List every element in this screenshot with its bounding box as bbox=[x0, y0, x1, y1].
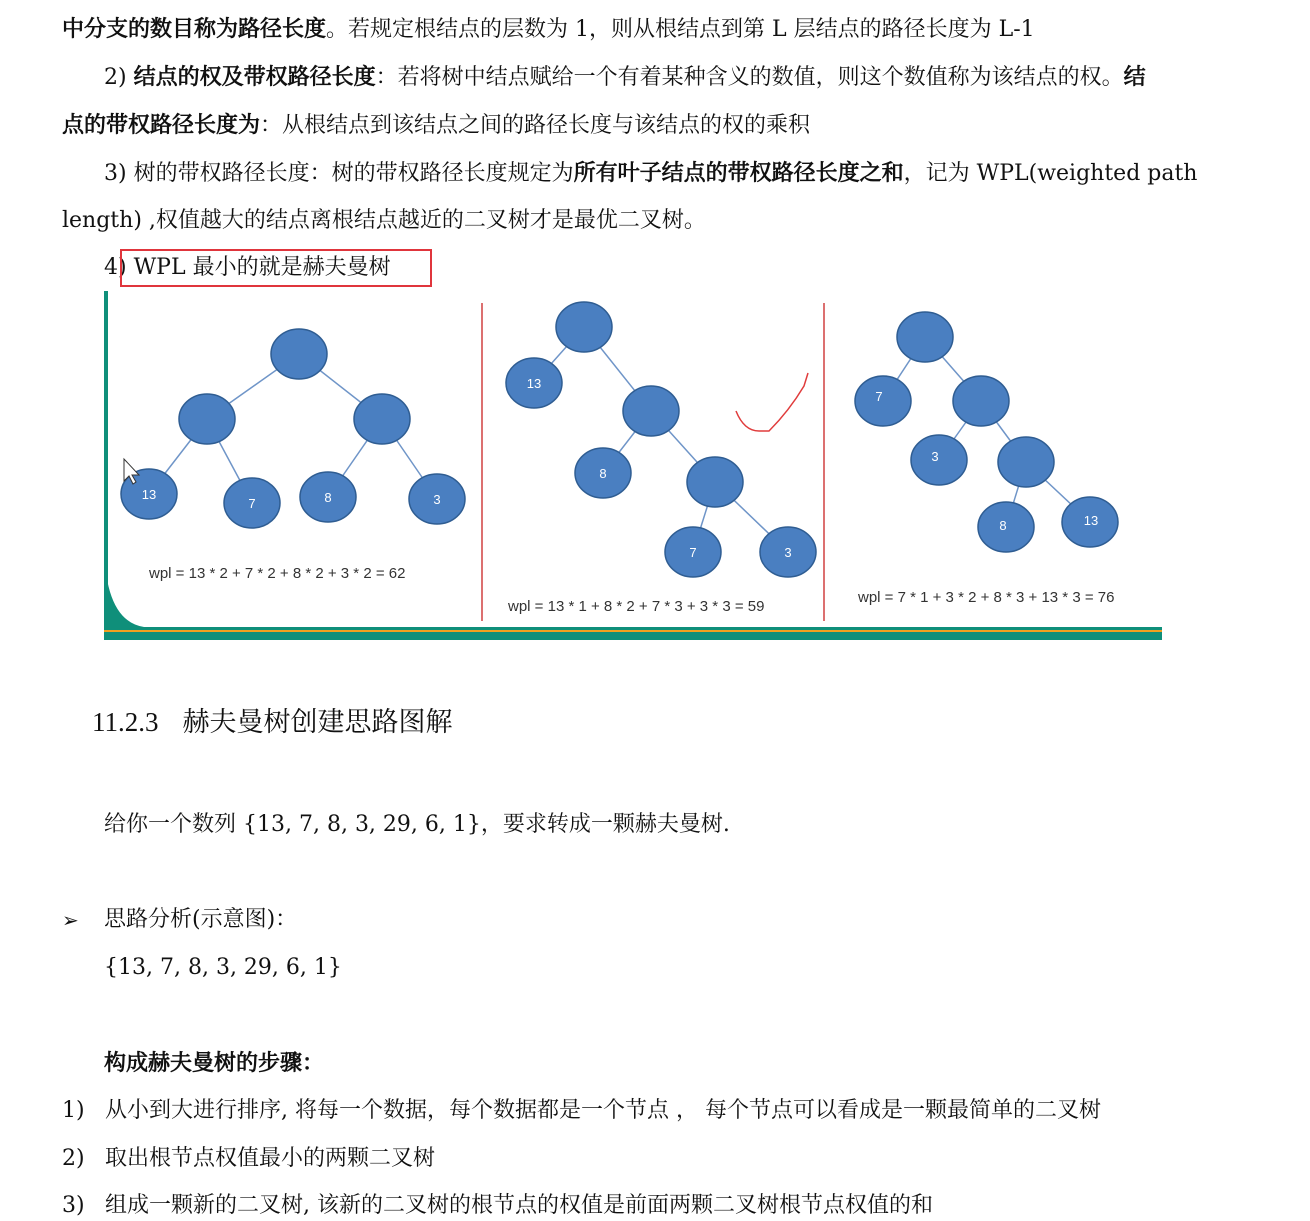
hand-drawn-mark bbox=[736, 373, 808, 431]
node-label: 8 bbox=[324, 490, 332, 505]
node-label: 7 bbox=[875, 389, 883, 404]
step-text: 取出根节点权值最小的两颗二叉树 bbox=[105, 1146, 436, 1171]
bold-term: 结 bbox=[1123, 64, 1146, 90]
node-label: 7 bbox=[248, 496, 256, 511]
steps-title-text: 构成赫夫曼树的步骤： bbox=[104, 1050, 325, 1076]
highlight-box bbox=[120, 249, 432, 287]
tree-node bbox=[556, 302, 612, 352]
sequence-text: {13, 7, 8, 3, 29, 6, 1} bbox=[104, 955, 342, 980]
paragraph-text: 4) WPL 最小的就是赫夫曼树 bbox=[104, 255, 391, 280]
node-label: 13 bbox=[526, 376, 542, 391]
paragraph-wpl-line2 bbox=[62, 206, 706, 236]
tree-node bbox=[855, 376, 911, 426]
corner-decoration bbox=[104, 541, 144, 627]
wpl-formula-1: wpl = 13 * 2 + 7 * 2 + 8 * 2 + 3 * 2 = 62 bbox=[149, 565, 406, 582]
tree-node bbox=[998, 437, 1054, 487]
steps-title bbox=[104, 1048, 324, 1078]
node-label: 8 bbox=[599, 466, 607, 481]
tree-node bbox=[953, 376, 1009, 426]
intro-text: 给你一个数列 {13, 7, 8, 3, 29, 6, 1}，要求转成一颗赫夫曼树. bbox=[104, 812, 730, 837]
node-label: 13 bbox=[141, 487, 157, 502]
tree1-nodes bbox=[121, 329, 465, 528]
node-label: 8 bbox=[999, 518, 1007, 533]
step-number: 1) bbox=[62, 1098, 85, 1123]
tree-node bbox=[271, 329, 327, 379]
step-text: 从小到大进行排序, 将每一个数据，每个数据都是一个节点 ， 每个节点可以看成是一颗最简单的二叉树 bbox=[105, 1098, 1101, 1123]
analysis-sequence bbox=[104, 953, 342, 983]
wpl-comparison-figure bbox=[104, 291, 1162, 640]
list-number: 2) bbox=[104, 65, 134, 90]
node-label: 7 bbox=[689, 545, 697, 560]
bold-term: 结点的权及带权路径长度 bbox=[133, 64, 376, 90]
paragraph-text: length) ,权值越大的结点离根结点越近的二叉树才是最优二叉树。 bbox=[62, 208, 706, 233]
paragraph-text: ：从根结点到该结点之间的路径长度与该结点的权的乘积 bbox=[260, 113, 811, 138]
bold-term: 中分支的数目称为路径长度 bbox=[62, 16, 327, 42]
tree3-edges bbox=[883, 337, 1090, 527]
trees-illustration bbox=[104, 291, 1162, 640]
node-label: 3 bbox=[784, 545, 792, 560]
tree3-nodes bbox=[855, 312, 1118, 552]
bullet-arrow-icon: ➢ bbox=[62, 908, 79, 932]
tree-node bbox=[897, 312, 953, 362]
step-number: 2) bbox=[62, 1146, 85, 1171]
section-number: 11.2.3 bbox=[92, 707, 159, 737]
paragraph-weight-line2 bbox=[62, 110, 810, 141]
tree-node bbox=[179, 394, 235, 444]
bold-term: 点的带权路径长度为 bbox=[62, 112, 261, 138]
paragraph-text: 。若规定根结点的层数为 1，则从根结点到第 L 层结点的路径长度为 L-1 bbox=[326, 17, 1035, 42]
wpl-formula-2: wpl = 13 * 1 + 8 * 2 + 7 * 3 + 3 * 3 = 59 bbox=[508, 598, 765, 615]
tree-node bbox=[354, 394, 410, 444]
paragraph-wpl-line1 bbox=[104, 158, 1197, 189]
tree2-nodes bbox=[506, 302, 816, 577]
bold-term: 所有叶子结点的带权路径长度之和 bbox=[573, 160, 904, 186]
analysis-label bbox=[104, 905, 297, 935]
tree-node bbox=[623, 386, 679, 436]
tree-node bbox=[687, 457, 743, 507]
section-heading bbox=[92, 704, 453, 741]
intro-paragraph bbox=[104, 810, 730, 840]
step-text: 组成一颗新的二叉树, 该新的二叉树的根节点的权值是前面两颗二叉树根节点权值的和 bbox=[105, 1193, 933, 1218]
tree1-labels bbox=[142, 487, 441, 511]
analysis-label-text: 思路分析(示意图)： bbox=[104, 907, 298, 932]
wpl-formula-3: wpl = 7 * 1 + 3 * 2 + 8 * 3 + 13 * 3 = 76 bbox=[858, 589, 1115, 606]
section-title: 赫夫曼树创建思路图解 bbox=[182, 707, 453, 738]
node-label: 13 bbox=[1083, 513, 1099, 528]
paragraph-text: ：若将树中结点赋给一个有着某种含义的数值，则这个数值称为该结点的权。 bbox=[375, 65, 1124, 90]
node-label: 3 bbox=[931, 449, 939, 464]
paragraph-path-length bbox=[62, 14, 1035, 45]
paragraph-text: 3) 树的带权路径长度：树的带权路径长度规定为 bbox=[104, 161, 574, 186]
paragraph-weight-line1 bbox=[104, 62, 1146, 93]
tree-node bbox=[911, 435, 967, 485]
paragraph-text: ，记为 WPL(weighted path bbox=[903, 161, 1198, 186]
step-number: 3) bbox=[62, 1193, 85, 1218]
node-label: 3 bbox=[433, 492, 441, 507]
tree2-edges bbox=[534, 327, 788, 552]
bottom-band bbox=[104, 627, 1162, 640]
